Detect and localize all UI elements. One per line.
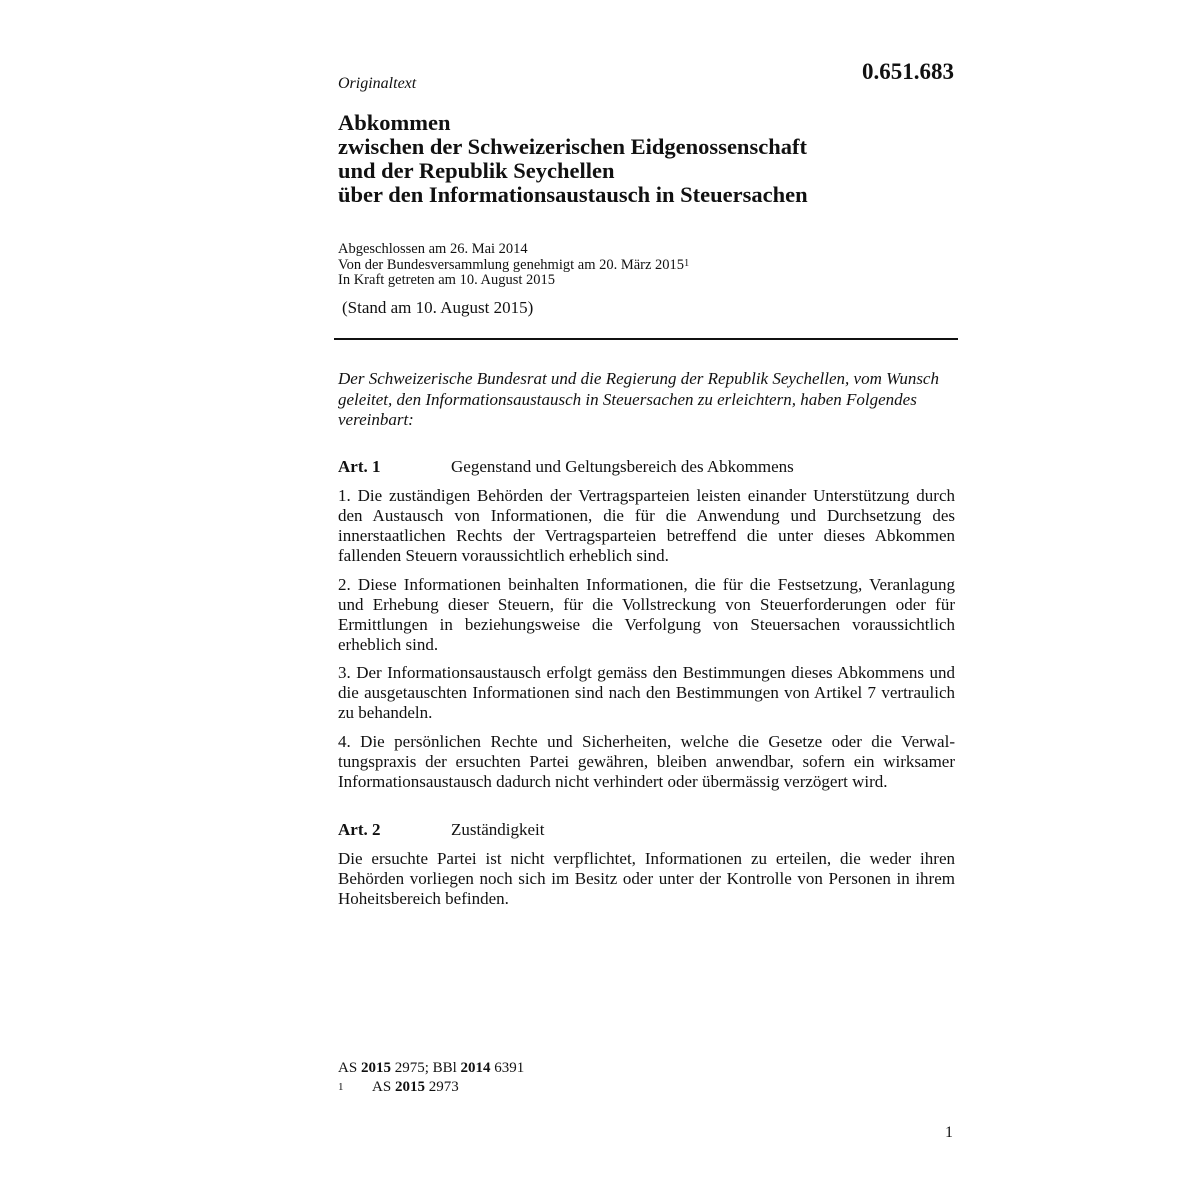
footnotes bbox=[338, 1059, 955, 1096]
footnote-reference[interactable]: 1 bbox=[684, 257, 690, 269]
article-1-heading bbox=[338, 457, 794, 477]
footnote-prefix: AS bbox=[372, 1078, 395, 1095]
approved-date: Von der Bundesversammlung genehmigt am 20. März 2015 bbox=[338, 256, 685, 273]
article-paragraph: 2. Diese Informationen beinhalten Informationen, die für die Festsetzung, Veranlagung und Erhebung dieser Steuern, für die Vollstreckung von Steuerforderungen oder für Ermittlungen in beziehungsweise die Verfolgung von Steuersachen voraussichtlich erheblich sind. bbox=[338, 574, 955, 654]
article-number: Art. 2 bbox=[338, 820, 381, 839]
original-text-label: Originaltext bbox=[338, 75, 417, 92]
article-2-heading bbox=[338, 820, 544, 840]
footnote-page: 2973 bbox=[424, 1078, 459, 1095]
source-reference bbox=[338, 1059, 955, 1078]
in-force-date: In Kraft getreten am 10. August 2015 bbox=[338, 272, 556, 288]
article-2-body bbox=[338, 849, 955, 918]
article-number: Art. 1 bbox=[338, 457, 381, 476]
source-bbl-year: 2014 bbox=[460, 1060, 491, 1076]
source-as-page: 2975; BBl bbox=[390, 1060, 461, 1076]
article-1-body bbox=[338, 486, 955, 800]
source-prefix: AS bbox=[338, 1060, 361, 1076]
article-paragraph: 3. Der Informationsaustausch erfolgt gemäss den Bestimmungen dieses Abkommens und die ausgetauschten Informationen sind nach den Bestimmungen von Artikel 7 vertraulich zu behandeln. bbox=[338, 663, 955, 722]
title-line: über den Informationsaustausch in Steuersachen bbox=[338, 182, 808, 207]
footnote-1 bbox=[338, 1078, 955, 1097]
concluded-date: Abgeschlossen am 26. Mai 2014 bbox=[338, 241, 528, 257]
article-paragraph: 1. Die zuständigen Behörden der Vertragsparteien leisten einander Unterstützung durch den Austausch von Informationen, die für die Anwendung und Durchsetzung des innerstaatlichen Rechts der Vertragsparteien betreffend die unter dieses Abkommen fallenden Steuern voraussichtlich erheblich sind. bbox=[338, 486, 955, 565]
status-date: (Stand am 10. August 2015) bbox=[342, 298, 534, 317]
page-number: 1 bbox=[945, 1124, 953, 1141]
title-line: und der Republik Seychellen bbox=[338, 158, 615, 183]
footnote-mark: 1 bbox=[338, 1080, 344, 1093]
sr-number: 0.651.683 bbox=[862, 59, 954, 84]
article-paragraph: 4. Die persönlichen Rechte und Sicherheiten, welche die Gesetze oder die Verwaltungspraxis der ersuchten Partei gewähren, bleiben anwendbar, sofern ein wirksamer Informationsaustausch dadurch nicht verhindert oder übermässig verzögert wird. bbox=[338, 731, 955, 791]
source-bbl-page: 6391 bbox=[490, 1060, 525, 1076]
article-title: Gegenstand und Geltungsbereich des Abkommens bbox=[451, 457, 794, 476]
footnote-year: 2015 bbox=[394, 1078, 425, 1095]
preamble: Der Schweizerische Bundesrat und die Regierung der Republik Seychellen, vom Wunsch geleitet, den Informationsaustausch in Steuersachen zu erleichtern, haben Folgendes vereinbart: bbox=[338, 369, 939, 429]
article-paragraph: Die ersuchte Partei ist nicht verpflichtet, Informationen zu erteilen, die weder ihren Behörden vorliegen noch sich im Besitz oder unter der Kontrolle von Personen in ihrem Hoheitsbereich befinden. bbox=[338, 849, 955, 908]
title-line: Abkommen bbox=[338, 110, 451, 135]
metadata-block bbox=[338, 242, 955, 289]
article-title: Zuständigkeit bbox=[451, 820, 545, 839]
source-as-year: 2015 bbox=[360, 1060, 391, 1076]
title-line: zwischen der Schweizerischen Eidgenossenschaft bbox=[338, 134, 807, 159]
header-divider bbox=[334, 338, 958, 340]
approval-line bbox=[338, 258, 955, 274]
document-title bbox=[338, 111, 955, 207]
